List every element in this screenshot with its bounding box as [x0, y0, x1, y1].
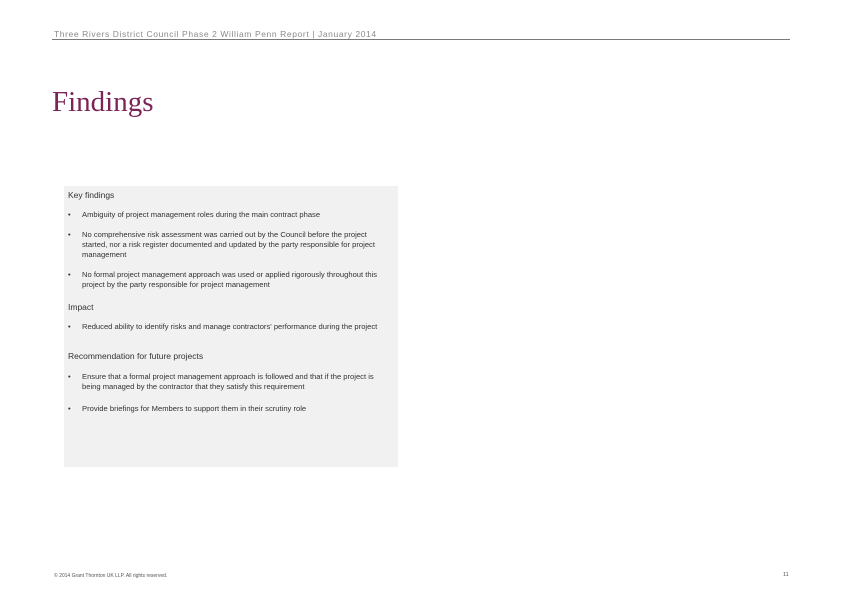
page-title: Findings — [52, 86, 154, 118]
impact-heading: Impact — [68, 302, 94, 312]
list-item: • Provide briefings for Members to support them in their scrutiny role — [68, 404, 307, 413]
bullet-icon: • — [68, 322, 71, 331]
list-item: • Ambiguity of project management roles during the main contract phase — [68, 210, 321, 219]
copyright-notice: © 2014 Grant Thornton UK LLP. All rights reserved. — [54, 573, 168, 579]
recommendation-heading: Recommendation for future projects — [68, 351, 204, 361]
page-number: 11 — [783, 572, 789, 578]
report-header: Three Rivers District Council Phase 2 William Penn Report | January 2014 — [54, 29, 377, 39]
list-item: • Reduced ability to identify risks and manage contractors' performance during the project — [68, 322, 378, 331]
list-item: • Ensure that a formal project management approach is followed and that if the project is being managed by the contractor that they satisfy this requirement — [68, 372, 374, 391]
bullet-icon: • — [68, 210, 71, 219]
list-item: • No comprehensive risk assessment was carried out by the Council before the project started, nor a risk register documented and updated by the party responsible for project management — [68, 230, 375, 259]
key-findings-heading: Key findings — [68, 190, 115, 200]
bullet-icon: • — [68, 372, 71, 381]
header-divider — [52, 39, 790, 40]
findings-panel — [64, 186, 398, 467]
bullet-icon: • — [68, 404, 71, 413]
bullet-icon: • — [68, 230, 71, 239]
bullet-icon: • — [68, 270, 71, 279]
list-item: • No formal project management approach was used or applied rigorously throughout this project by the party responsible for project management — [68, 270, 378, 289]
